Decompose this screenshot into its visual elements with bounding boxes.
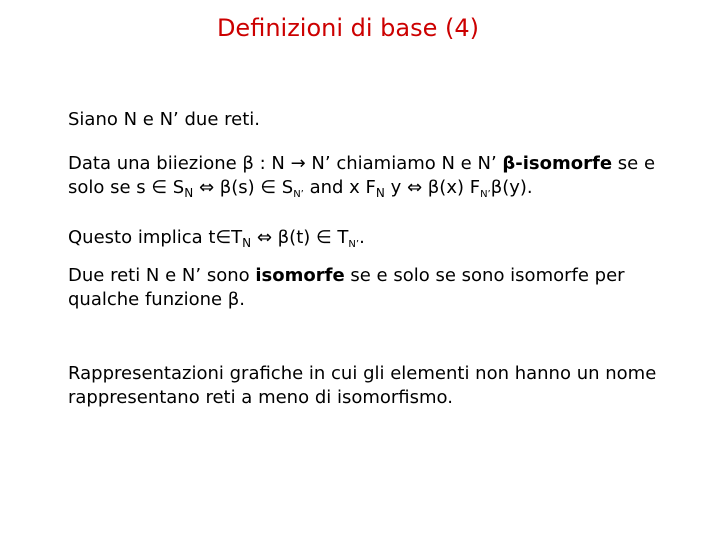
text-segment: Questo implica t∈T [68,227,243,248]
text-line [68,264,688,288]
text-line: qualche funzione β. [68,289,245,310]
text-segment: ⇔ β(s) ∈ S [193,177,294,198]
subscript: N’ [348,239,360,250]
text-segment: y ⇔ β(x) F [384,177,481,198]
text-line: Rappresentazioni grafiche in cui gli elementi non hanno un nome [68,363,657,384]
text-line [68,152,688,176]
text-line [68,176,688,203]
bold-term: β-isomorfe [502,153,613,174]
subscript: N’ [480,189,491,200]
text-segment: ⇔ β(t) ∈ T [251,227,349,248]
paragraph-implication [68,226,688,253]
text-segment: Due reti N e N’ sono [68,265,256,286]
text-segment: and x F [303,177,376,198]
text-segment: se e [612,153,656,174]
bold-term: isomorfe [255,265,345,286]
text-segment: . [359,227,365,248]
text-segment: se e solo se sono isomorfe per [344,265,625,286]
text-segment: solo se s ∈ S [68,177,185,198]
subscript: N [184,186,194,200]
text-segment: Data una biiezione β : N → N’ chiamiamo N e N’ [68,153,503,174]
slide-title: Definizioni di base (4) [216,14,480,42]
paragraph-definition-nets [68,108,688,132]
subscript: N [242,236,252,250]
subscript: N [375,186,385,200]
text-line: Siano N e N’ due reti. [68,109,260,130]
paragraph-beta-isomorphism [68,152,688,203]
subscript: N’ [293,189,304,200]
text-line: rappresentano reti a meno di isomorfismo. [68,387,453,408]
paragraph-graphical-representation [68,362,688,410]
text-segment: β(y). [490,177,533,198]
paragraph-isomorphic-nets [68,264,688,312]
text-line [68,226,688,253]
